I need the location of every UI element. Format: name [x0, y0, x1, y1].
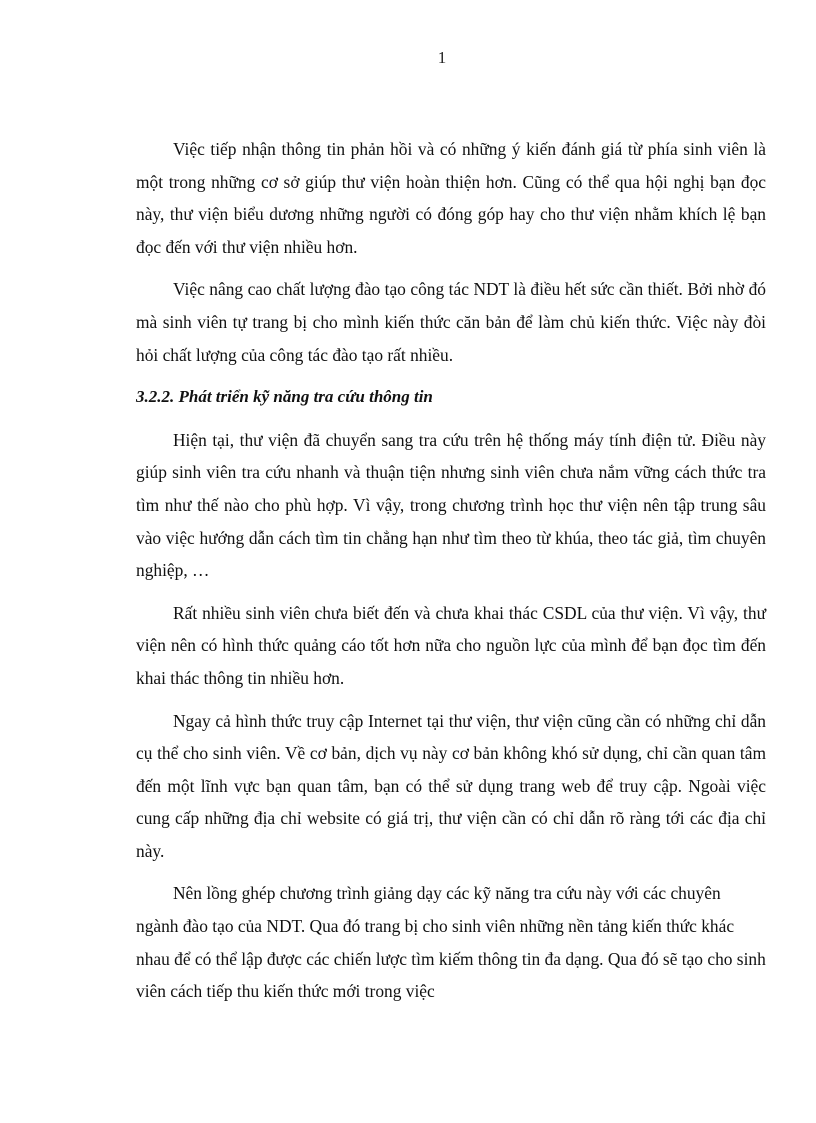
paragraph-training-quality: Việc nâng cao chất lượng đào tạo công tác NDT là điều hết sức cần thiết. Bởi nhờ đó mà sinh viên tự trang bị cho mình kiến thức căn bản để làm chủ kiến thức. Việc này đòi hỏi chất lượng của công tác đào tạo rất nhiều. — [136, 279, 766, 365]
paragraph-curriculum-integration: Nên lồng ghép chương trình giảng dạy các kỹ năng tra cứu này với các chuyên ngành đào tạo của NDT. Qua đó trang bị cho sinh viên những nền tảng kiến thức khác nhau để có thể lập được các chiến lược tìm kiếm thông tin đa dạng. Qua đó sẽ tạo cho sinh viên cách tiếp thu kiến thức mới trong việc — [136, 883, 766, 1002]
document-body — [136, 133, 766, 1018]
section-heading: 3.2.2. Phát triển kỹ năng tra cứu thông tin — [136, 387, 433, 407]
paragraph-internet-access: Ngay cả hình thức truy cập Internet tại thư viện, thư viện cũng cần có những chỉ dẫn cụ thể cho sinh viên. Về cơ bản, dịch vụ này cơ bản không khó sử dụng, chỉ cần quan tâm đến một lĩnh vực bạn quan tâm, bạn có thể sử dụng trang web để truy cập. Ngoài việc cung cấp những địa chỉ website có giá trị, thư viện cần có chỉ dẫn rõ ràng tới các địa chỉ này. — [136, 710, 766, 861]
page-number: 1 — [437, 48, 447, 67]
paragraph-computer-search: Hiện tại, thư viện đã chuyển sang tra cứu trên hệ thống máy tính điện tử. Điều này giúp sinh viên tra cứu nhanh và thuận tiện nhưng sinh viên chưa nắm vững cách thức tra tìm như thế nào cho phù hợp. Vì vậy, trong chương trình học thư viện nên tập trung sâu vào việc hướng dẫn cách tìm tin chẳng hạn như tìm theo từ khúa, theo tác giả, tìm chuyên nghiệp, … — [136, 429, 766, 581]
paragraph-feedback: Việc tiếp nhận thông tin phản hồi và có những ý kiến đánh giá từ phía sinh viên là một trong những cơ sở giúp thư viện hoàn thiện hơn. Cũng có thể qua hội nghị bạn đọc này, thư viện biểu dương những người có đóng góp hay cho thư viện nhằm khích lệ bạn đọc đến với thư viện nhiều hơn. — [136, 139, 766, 257]
paragraph-database-promotion: Rất nhiều sinh viên chưa biết đến và chưa khai thác CSDL của thư viện. Vì vậy, thư viện nên có hình thức quảng cáo tốt hơn nữa cho nguồn lực của mình để bạn đọc tìm đến khai thác thông tin nhiều hơn. — [136, 602, 766, 688]
